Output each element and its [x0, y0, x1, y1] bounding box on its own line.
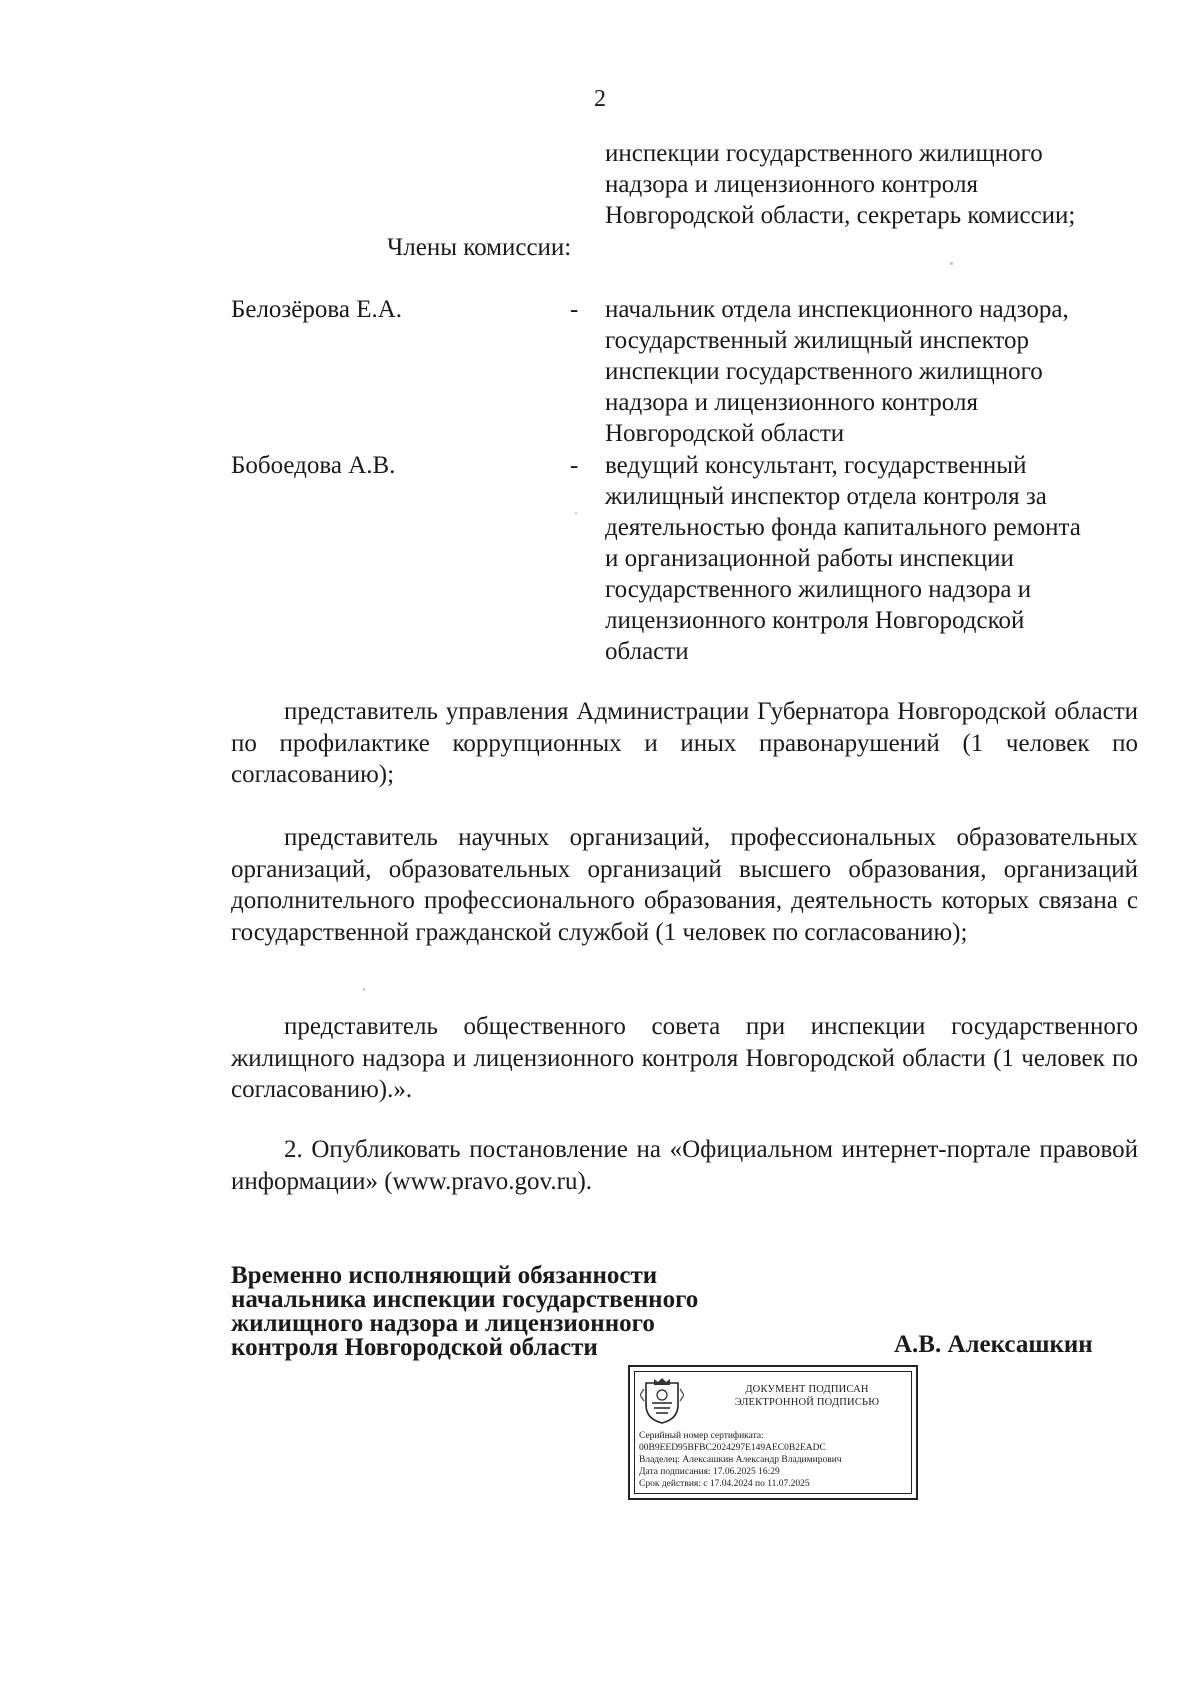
signatory-name: А.В. Алексашкин — [894, 1331, 1093, 1358]
text-line: области — [605, 638, 689, 665]
secretary-role-continuation — [605, 138, 1125, 231]
text-line: Новгородской области, секретарь комиссии; — [605, 202, 1076, 229]
text-line: деятельностью фонда капитального ремонта — [605, 514, 1081, 541]
text-line: ДОКУМЕНТ ПОДПИСАН — [745, 1384, 869, 1395]
text-line: и организационной работы инспекции — [605, 545, 1014, 572]
text-line: государственного жилищного надзора и — [605, 576, 1032, 603]
text-line: инспекции государственного жилищного — [605, 358, 1043, 385]
e-signature-frame — [634, 1371, 912, 1494]
text-line: лицензионного контроля Новгородской — [605, 607, 1025, 634]
e-signature-title — [707, 1383, 907, 1409]
validity-period: Срок действия: с 17.04.2024 по 11.07.2025 — [639, 1479, 810, 1489]
paragraph-education-rep: представитель научных организаций, профессиональных образовательных организаций, образовательных организаций высшего образования, организаций дополнительного профессионального образования, деятельность которых связана с государственной гражданской службой (1 человек по согласованию); — [231, 824, 1138, 946]
member-role — [605, 450, 1135, 667]
members-label: Члены комиссии: — [387, 234, 572, 261]
member-name: Бобоедова А.В. — [231, 452, 396, 479]
text-line: Новгородской области — [605, 420, 845, 447]
paragraph-anticorruption-rep: представитель управления Администрации Губернатора Новгородской области по профилактике коррупционных и иных правонарушений (1 человек по согласованию); — [231, 698, 1138, 788]
text-line: начальник отдела инспекционного надзора, — [605, 296, 1069, 323]
text-line: ЭЛЕКТРОННОЙ ПОДПИСЬЮ — [734, 1397, 880, 1408]
e-signature-details — [639, 1430, 911, 1490]
certificate-serial-label: Серийный номер сертификата: — [639, 1431, 764, 1441]
member-dash: - — [570, 452, 579, 479]
text-line: надзора и лицензионного контроля — [605, 389, 978, 416]
coat-of-arms-icon — [640, 1375, 684, 1425]
member-role — [605, 294, 1135, 449]
paragraph-publication: 2. Опубликовать постановление на «Официальном интернет-портале правовой информации» (www.pravo.gov.ru). — [231, 1136, 1138, 1195]
signatory-position: Временно исполняющий обязанности начальника инспекции государственного жилищного надзора и лицензионного контроля Новгородской области — [231, 1262, 699, 1361]
scan-speck — [950, 262, 953, 265]
e-signature-stamp — [628, 1365, 918, 1500]
member-dash: - — [570, 296, 579, 323]
scan-speck — [575, 512, 577, 514]
member-name: Белозёрова Е.А. — [231, 296, 403, 323]
text-line: ведущий консультант, государственный — [605, 452, 1027, 479]
certificate-owner: Владелец: Алексашкин Александр Владимирович — [639, 1455, 842, 1465]
text-line: жилищный инспектор отдела контроля за — [605, 483, 1047, 510]
certificate-serial: 00B9EED95BFBC2024297E149AEC0B2EADC — [639, 1443, 826, 1453]
signing-date: Дата подписания: 17.06.2025 16:29 — [639, 1467, 780, 1477]
text-line: надзора и лицензионного контроля — [605, 171, 978, 198]
page-number: 2 — [594, 86, 606, 112]
text-line: государственный жилищный инспектор — [605, 327, 1030, 354]
paragraph-public-council-rep: представитель общественного совета при инспекции государственного жилищного надзора и лицензионного контроля Новгородской области (1 человек по согласованию).». — [231, 1013, 1138, 1103]
text-line: инспекции государственного жилищного — [605, 140, 1043, 167]
scan-speck — [363, 988, 365, 991]
